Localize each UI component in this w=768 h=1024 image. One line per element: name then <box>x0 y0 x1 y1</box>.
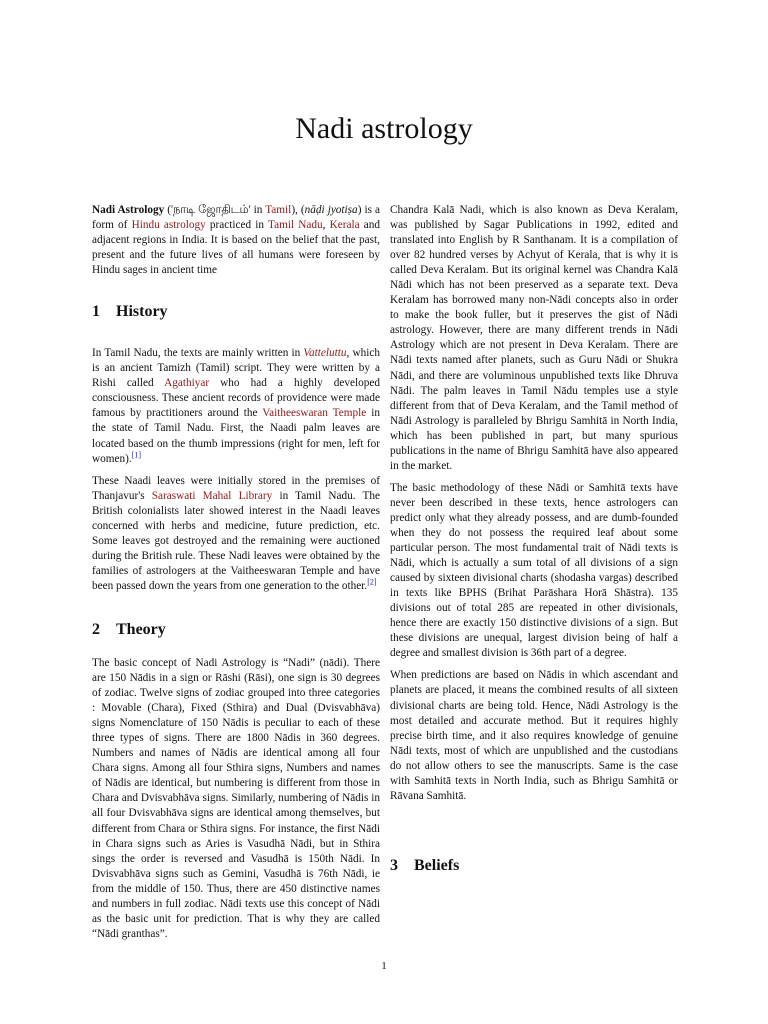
link-saraswati-mahal-library[interactable]: Saraswati Mahal Library <box>151 489 273 502</box>
intro-text: and adjacent regions in India. It is based on the belief that the past, present and the future lives of all humans were foreseen by Hindu sages in ancient time <box>92 219 381 277</box>
section-title: Beliefs <box>414 856 460 874</box>
history-text: in Tamil Nadu. The British colonialists later showed interest in the Naadi leaves concerned with herbs and medicine, future prediction, etc. Some leaves got destroyed and the remaining were auctioned during the British rule. These Nadi leaves were obtained by the families of astrologers at the Vaitheeswaran Temple and have been passed down the years from one generation to the other. <box>92 489 380 592</box>
history-text: These Naadi leaves were initially stored in the premises of Thanjavur's <box>92 474 380 502</box>
history-text: In Tamil Nadu, the texts are mainly written in <box>92 347 304 360</box>
section-heading-beliefs <box>390 856 678 876</box>
link-vaitheeswaran-temple[interactable]: Vaitheeswaran Temple <box>262 407 367 420</box>
link-tamil[interactable]: Tamil <box>265 204 292 216</box>
intro-text: ) is a form of <box>92 204 380 232</box>
intro-term-bold: Nadi Astrology <box>92 204 165 216</box>
section-title: History <box>116 303 168 321</box>
intro-text: ), ( <box>291 204 305 216</box>
page-title: Nadi astrology <box>295 112 473 145</box>
link-hindu-astrology[interactable]: Hindu astrology <box>131 219 206 232</box>
history-text: who had a highly developed consciousness. These ancient records of providence were made famous by practitioners around the <box>92 377 381 420</box>
link-tamil-nadu[interactable]: Tamil Nadu <box>268 219 323 232</box>
theory-paragraph-4: When predictions are based on Nādis in which ascendant and planets are placed, it means the combined results of all sixteen divisional charts are being told. Hence, Nādi Astrology is the most detailed and accurate method. But it requires highly precise birth time, and it also requires knowledge of genuine Nādi texts, most of which are unpublished and the custodians do not allow others to see the manuscripts. Same is the case with Samhitā texts in North India, such as Bhrigu Samhitā or Rāvana Samhitā. <box>390 669 678 802</box>
theory-paragraph-2: Chandra Kalā Nadi, which is also known as Deva Keralam, was published by Sagar Publications in 1992, edited and translated into English by R Santhanam. It is a compilation of over 82 hundred verses by Achyut of Kerala, that is why it is called Deva Keralam. But its original kernel was Chandra Kalā Nādi which has not been preserved as a separate text. Deva Keralam has borrowed many non-Nādi concepts also in order to make the book fuller, but it preserves the gist of Nādi astrology. However, there are many different trends in Nādi Astrology which are not present in Deva Keralam. There are Nādi texts named after planets, such as Guru Nādi or Shukra Nādi, and there are voluminous unpublished texts like Dhruva Nādi. The palm leaves in Tamil Nādu temples use a style different from that of Deva Keralam, and the Tamil method of Nādi Astrology is paralleled by Bhrigu Samhitā in North India, which has been published in part, but many spurious publications in the name of Bhrigu Samhitā have also appeared in the market. <box>390 204 678 472</box>
link-kerala[interactable]: Kerala <box>329 219 360 232</box>
theory-paragraph-3: The basic methodology of these Nādi or Samhitā texts have never been described in these texts, hence astrologers can predict only what they already possess, and are dumb-founded when they do not possess the required leaf about some particular person. The most fundamental trait of Nādi texts is Nādi, which is actually a sum total of all divisions of a sign caused by sixteen divisional charts (shodasha vargas) described in texts like BPHS (Brihat Parāshara Horā Shāstra). 135 divisions out of total 285 are repeated in other divisionals, hence there are exactly 150 distinctive divisions of a sign. But these divisions are unequal, largest division being of half a degree and smallest division is 36th part of a degree. <box>390 481 678 660</box>
citation-1[interactable]: [1] <box>131 449 142 459</box>
link-vatteluttu-label[interactable]: Vatteluttu <box>303 347 347 360</box>
section-heading-theory <box>92 620 380 640</box>
history-text: , which is an ancient Tamizh (Tamil) script. They were written by a Rishi called <box>92 347 380 390</box>
page-number: 1 <box>381 960 387 972</box>
theory-paragraph-1: The basic concept of Nadi Astrology is “Nadi” (nādi). There are 150 Nādis in a sign or Rāshi (Rāsi), one sign is 30 degrees of zodiac. Twelve signs of zodiac grouped into three categories : Movable (Chara), Fixed (Sthira) and Dual (Dvisvabhāva) signs Nomenclature of 150 Nādis is peculiar to each of these three types of signs. There are 1800 Nādis in 360 degrees. Numbers and names of Nādis are identical among all four Chara signs. Among all four Sthira signs, Numbers and names of Nādis are identical, but numbering is different from those in Chara and Dvisvabhāva signs. Similarly, numbering of Nādis in all four Dvisvabhāva signs are identical among themselves, but different from Chara or Sthira signs. For instance, the first Nādi in Chara signs such as Aries is Vasudhā Nādi, but in Sthira sings the order is reversed and Vasudhā is 150th Nādi. In Dvisvabhāva signs such as Gemini, Vasudhā is 76th Nādi, ie from the middle of 150. Thus, there are 450 distinctive names and numbers in full zodiac. Nādi texts use this concept of Nādi as the basic unit for prediction. That is why they are called “Nādi granthas”. <box>92 656 380 940</box>
history-paragraph-1 <box>92 346 380 466</box>
intro-text: , <box>322 219 330 232</box>
section-number: 3 <box>390 856 398 874</box>
intro-text: ('நாடி ஜோதிடம்' in <box>164 204 266 216</box>
citation-2[interactable]: [2] <box>367 577 377 587</box>
section-number: 2 <box>92 620 100 638</box>
section-number: 1 <box>92 303 100 321</box>
link-vatteluttu[interactable] <box>303 347 346 359</box>
intro-paragraph <box>92 203 380 278</box>
right-column <box>390 203 678 876</box>
history-text: in the state of Tamil Nadu. First, the Naadi palm leaves are located based on the thumb impressions (right for men, left for women). <box>92 407 380 465</box>
intro-term-italic: nāḍi jyotiṣa <box>304 204 358 216</box>
section-heading-history <box>92 302 380 322</box>
left-column <box>92 203 380 949</box>
history-paragraph-2 <box>92 474 380 594</box>
section-title: Theory <box>116 620 166 638</box>
link-agathiyar[interactable]: Agathiyar <box>164 377 210 390</box>
intro-text: practiced in <box>205 219 269 232</box>
